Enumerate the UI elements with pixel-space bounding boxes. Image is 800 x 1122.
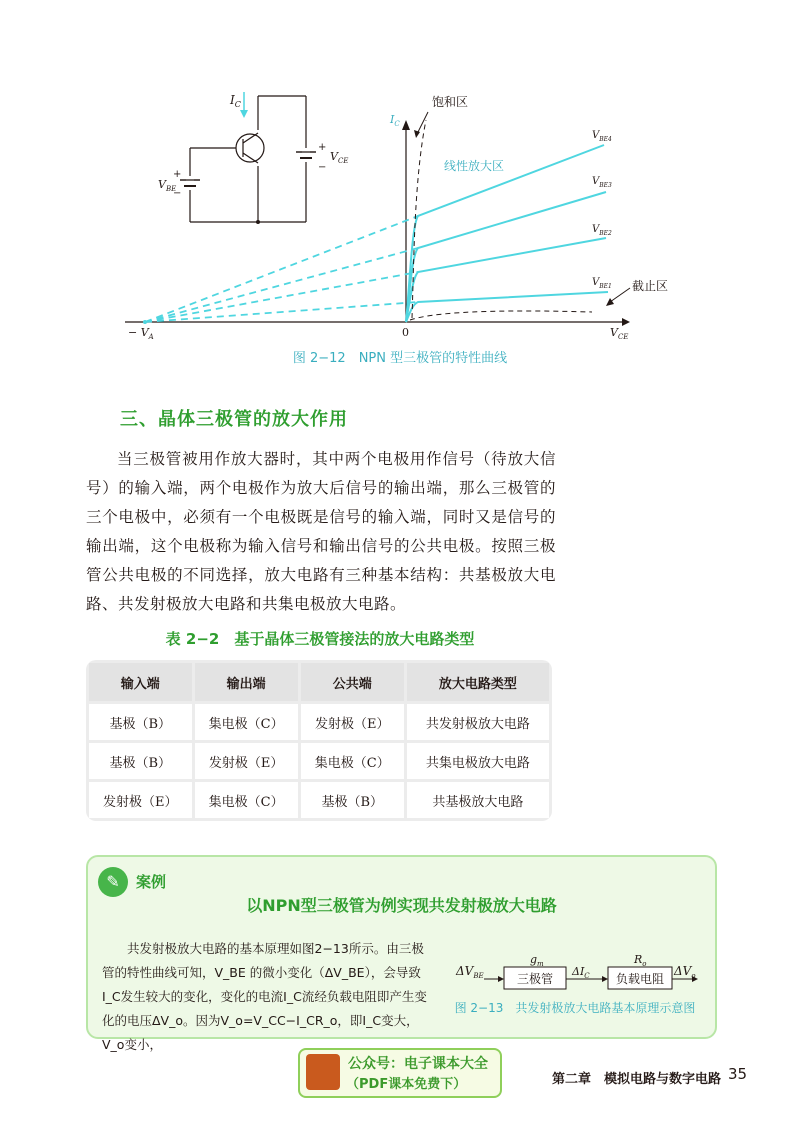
svg-text:−: −	[173, 188, 182, 199]
watermark-line-2: （PDF课本免费下）	[346, 1077, 467, 1092]
svg-text:ΔVBE: $\Delta V_{BE}$	[456, 964, 484, 980]
table-cell: 发射极（E）	[301, 704, 404, 740]
svg-text:VCE: $V_{CE}$	[610, 326, 629, 341]
table-header-cell: 输入端	[89, 663, 192, 701]
amplifier-block-diagram	[454, 949, 704, 999]
svg-text:VBE4: $V_{BE4}$	[592, 130, 612, 143]
case-study-box	[86, 855, 717, 1052]
svg-text:饱和区: 饱和区	[432, 95, 469, 109]
svg-text:线性放大区: 线性放大区	[444, 159, 505, 173]
section-heading: 三、晶体三极管的放大作用	[120, 409, 348, 430]
case-figure-caption: 图 2−13 共发射极放大电路基本原理示意图	[454, 1001, 696, 1015]
early-voltage-lines	[145, 216, 418, 322]
svg-text:0: 0	[402, 326, 409, 339]
table-cell: 发射极（E）	[195, 743, 298, 779]
svg-text:ΔVo: $\Delta V_o$	[674, 964, 696, 980]
footer-chapter-title: 第二章 模拟电路与数字电路	[552, 1072, 722, 1087]
case-paragraph	[102, 937, 436, 1057]
saturation-boundary	[412, 120, 426, 318]
svg-text:VBE2: $V_{BE2}$	[592, 224, 612, 237]
svg-text:ΔIC: $\Delta I_C$	[572, 965, 590, 980]
case-title: 以NPN型三极管为例实现共发射极放大电路	[246, 896, 557, 915]
case-label: 案例	[136, 873, 167, 891]
case-icon: ✎	[98, 867, 128, 897]
table-row	[89, 743, 549, 779]
characteristic-curves	[406, 145, 608, 322]
table-header-row	[89, 663, 549, 701]
svg-text:VBE3: $V_{BE3}$	[592, 176, 612, 189]
svg-text:+: +	[318, 142, 327, 153]
table-row	[89, 704, 549, 740]
table-cell: 集电极（C）	[195, 704, 298, 740]
table-header-cell: 公共端	[301, 663, 404, 701]
figure-caption: 图 2−12 NPN 型三极管的特性曲线	[292, 351, 508, 366]
table-header-cell: 放大电路类型	[407, 663, 549, 701]
amplifier-type-table	[86, 660, 552, 821]
body-paragraph	[86, 445, 556, 619]
table-title: 表 2−2 基于晶体三极管接法的放大电路类型	[165, 630, 475, 648]
table-cell: 基极（B）	[301, 782, 404, 818]
svg-text:截止区: 截止区	[632, 279, 669, 293]
page-number: 35	[728, 1065, 748, 1083]
svg-text:VCE: $V_{CE}$	[330, 150, 349, 165]
svg-text:三极管: 三极管	[516, 972, 554, 986]
table-cell: 基极（B）	[89, 704, 192, 740]
paragraph-text: 当三极管被用作放大器时，其中两个电极用作信号（待放大信号）的输入端，两个电极作为放大后信号的输出端，那么三极管的三个电极中，必须有一个电极既是信号的输入端，同时又是信号的输出端，这个电极称为输入信号和输出信号的公共电极。按照三极管公共电极的不同选择，放大电路有三种基本结构：共基极放大电路、共发射极放大电路和共集电极放大电路。	[86, 450, 556, 613]
svg-text:− VA: − $V_A$	[128, 326, 154, 341]
figure-2-12	[0, 80, 800, 345]
cutoff-boundary	[410, 311, 592, 320]
svg-text:gm: $g_m$	[530, 953, 544, 968]
transistor-circuit	[180, 96, 316, 222]
table-cell: 基极（B）	[89, 743, 192, 779]
svg-text:−: −	[318, 162, 327, 173]
svg-text:IC: $I_C$	[230, 93, 241, 109]
book-logo-icon	[306, 1054, 340, 1090]
watermark-line-1: 公众号：电子课本大全	[348, 1056, 488, 1072]
watermark-badge	[298, 1048, 502, 1098]
case-text: 共发射极放大电路的基本原理如图2−13所示。由三极管的特性曲线可知，V_BE 的微小变化（ΔV_BE），会导致I_C发生较大的变化，变化的电流I_C流经负载电阻即产生变化的电压ΔV_o。因为V_o=V_CC−I_CR_o，即I_C变大，V_o变小，	[102, 941, 427, 1052]
table-cell: 共基极放大电路	[407, 782, 549, 818]
table-row	[89, 782, 549, 818]
table-cell: 集电极（C）	[301, 743, 404, 779]
table-header-cell: 输出端	[195, 663, 298, 701]
svg-text:VBE1: $V_{BE1}$	[592, 277, 612, 290]
table-cell: 共发射极放大电路	[407, 704, 549, 740]
svg-text:VBE: $V_{BE}$	[158, 178, 177, 193]
table-cell: 集电极（C）	[195, 782, 298, 818]
svg-text:+: +	[173, 169, 182, 180]
table-cell: 发射极（E）	[89, 782, 192, 818]
svg-text:IC: $I_C$	[390, 113, 400, 128]
table-cell: 共集电极放大电路	[407, 743, 549, 779]
svg-text:Ro: $R_o$	[634, 953, 647, 968]
svg-text:负载电阻: 负载电阻	[615, 972, 665, 986]
